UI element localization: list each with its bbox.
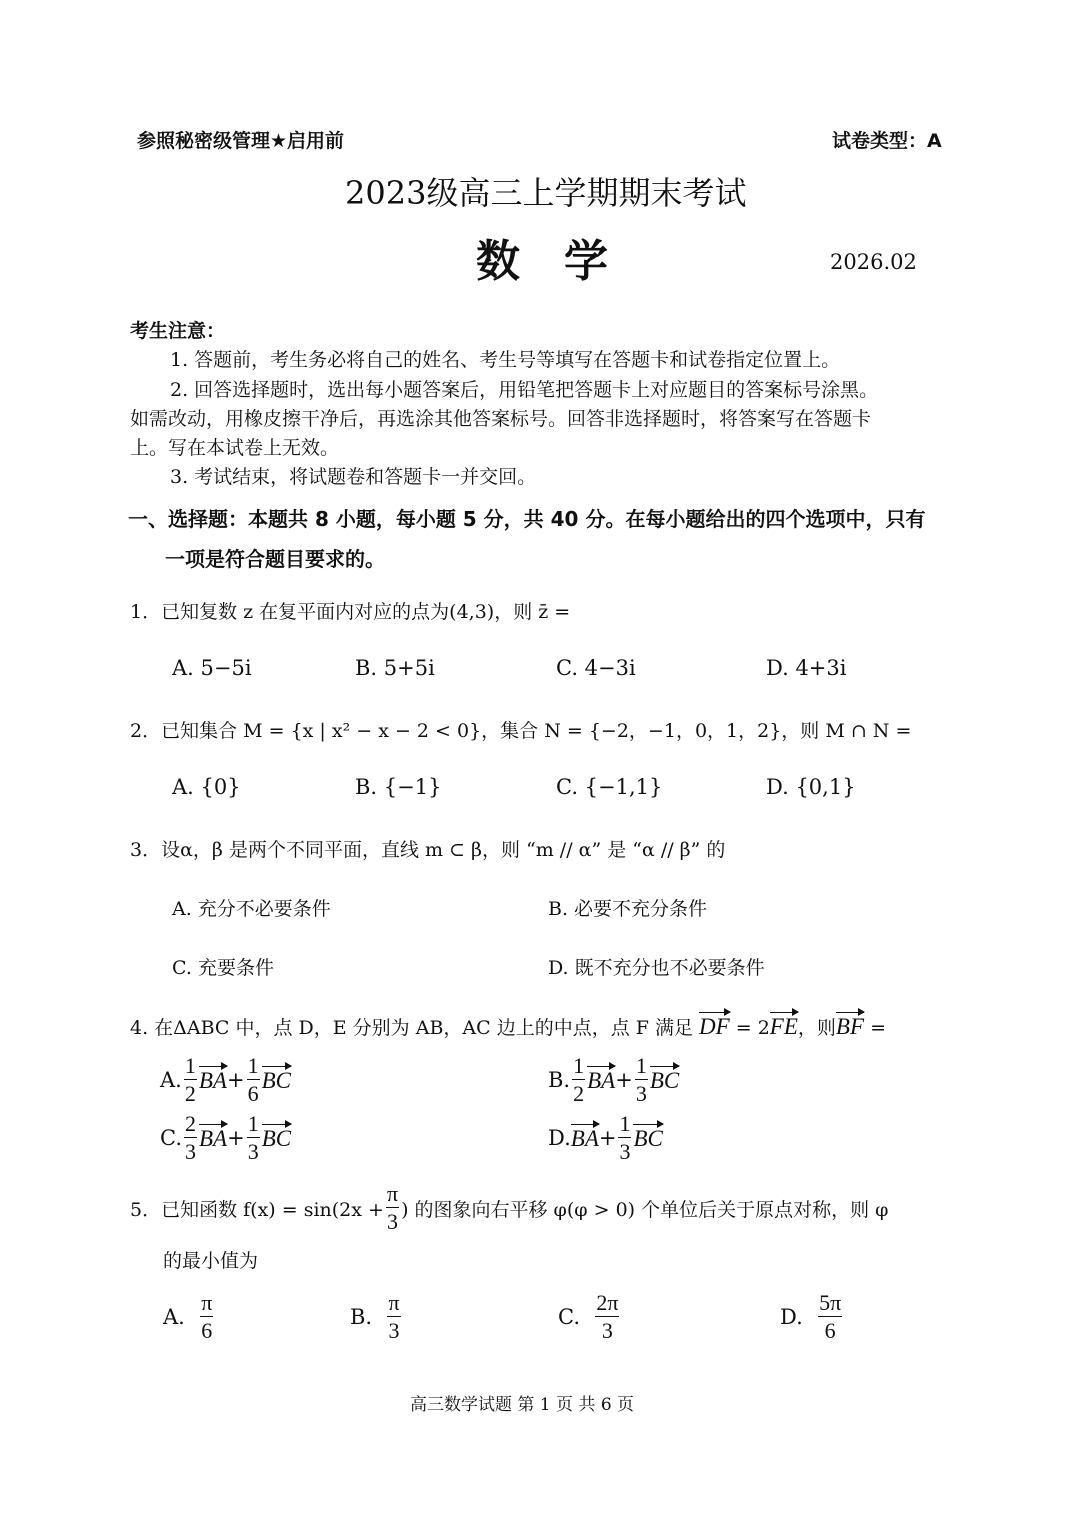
- q2-option-d: D. {0,1}: [766, 775, 856, 799]
- vector-ba: BA: [570, 1126, 599, 1151]
- question-3: 3．设α，β 是两个不同平面，直线 m ⊂ β，则 “m // α” 是 “α // β” 的: [130, 839, 726, 861]
- q4-option-a: [160, 1055, 291, 1105]
- confidentiality-label: 参照秘密级管理★启用前: [137, 130, 345, 152]
- q5-option-a: [163, 1292, 215, 1342]
- fraction-denominator: 6: [247, 1081, 259, 1106]
- fraction-numerator: 1: [247, 1053, 259, 1078]
- fraction-numerator: 2π: [596, 1290, 619, 1315]
- fraction-numerator: π: [201, 1290, 213, 1315]
- subject-title: 数 学: [476, 236, 608, 287]
- question-1: 1．已知复数 z 在复平面内对应的点为(4,3)，则 z̄ =: [130, 601, 571, 623]
- notice-item: 1. 答题前，考生务必将自己的姓名、考生号等填写在答题卡和试卷指定位置上。: [170, 349, 841, 371]
- exam-date: 2026.02: [830, 250, 917, 274]
- fraction-numerator: 5π: [819, 1290, 842, 1315]
- q5-option-b: [350, 1292, 403, 1342]
- notice-item: 3. 考试结束，将试题卷和答题卡一并交回。: [170, 466, 537, 488]
- q5-stem: 5．已知函数 f(x) = sin(2x +: [130, 1198, 384, 1221]
- fraction-numerator: 1: [619, 1111, 631, 1136]
- q4-stem: 4. 在ΔABC 中，点 D，E 分别为 AB，AC 边上的中点，点 F 满足: [130, 1017, 693, 1039]
- q4-option-b: [548, 1055, 679, 1105]
- option-label: A.: [160, 1068, 182, 1092]
- section-heading-cont: 一项是符合题目要求的。: [165, 547, 385, 571]
- option-label: B.: [350, 1305, 373, 1329]
- fraction-numerator: 2: [185, 1111, 196, 1136]
- fraction-denominator: 3: [185, 1139, 196, 1164]
- q4-eq: =: [864, 1017, 886, 1039]
- option-label: A.: [163, 1305, 185, 1329]
- notice-item: 2. 回答选择题时，选出每小题答案后，用铅笔把答题卡上对应题目的答案标号涂黑。: [170, 379, 879, 401]
- vector-bc: BC: [261, 1068, 291, 1093]
- plus-sign: +: [598, 1126, 617, 1150]
- q2-option-b: B. {−1}: [355, 775, 442, 799]
- vector-fe: FE: [769, 1014, 798, 1039]
- q3-option-c: C. 充要条件: [172, 957, 274, 979]
- vector-bf: BF: [835, 1014, 865, 1039]
- fraction-numerator: 1: [184, 1053, 196, 1078]
- option-label: B.: [548, 1068, 571, 1092]
- q4-option-c: [160, 1113, 291, 1163]
- q2-option-a: A. {0}: [172, 775, 241, 799]
- vector-bc: BC: [649, 1068, 680, 1093]
- q3-option-a: A. 充分不必要条件: [172, 898, 331, 920]
- fraction-denominator: 6: [201, 1318, 213, 1343]
- notice-item: 如需改动，用橡皮擦干净后，再选涂其他答案标号。回答非选择题时，将答案写在答题卡: [130, 408, 872, 430]
- fraction-denominator: 2: [184, 1081, 196, 1106]
- question-5: [130, 1183, 888, 1233]
- question-4: [130, 1013, 886, 1040]
- vector-bc: BC: [633, 1126, 663, 1151]
- q5-option-c: [558, 1292, 621, 1342]
- page-footer: 高三数学试题 第 1 页 共 6 页: [410, 1395, 635, 1415]
- fraction-numerator: 1: [573, 1053, 585, 1078]
- option-label: C.: [558, 1305, 580, 1329]
- q1-option-b: B. 5+5i: [355, 656, 435, 680]
- plus-sign: +: [615, 1068, 633, 1092]
- q5-stem-tail: 的最小值为: [163, 1250, 259, 1272]
- plus-sign: +: [227, 1126, 245, 1150]
- q5-stem-cont: ) 的图象向右平移 φ(φ > 0) 个单位后关于原点对称，则 φ: [401, 1198, 889, 1221]
- q2-option-c: C. {−1,1}: [556, 775, 663, 799]
- fraction-numerator: π: [388, 1290, 400, 1315]
- fraction-denominator: 3: [635, 1081, 647, 1106]
- fraction-denominator: 3: [387, 1209, 398, 1234]
- fraction-numerator: π: [386, 1181, 399, 1206]
- vector-ba: BA: [199, 1126, 228, 1151]
- q5-option-d: [780, 1292, 844, 1342]
- q4-equals: = 2: [729, 1017, 770, 1039]
- q1-option-d: D. 4+3i: [766, 656, 847, 680]
- fraction-denominator: 3: [601, 1318, 613, 1343]
- fraction-numerator: 1: [635, 1053, 647, 1078]
- notice-heading: 考生注意：: [130, 320, 226, 342]
- fraction-denominator: 3: [388, 1318, 400, 1343]
- q1-option-a: A. 5−5i: [172, 656, 252, 680]
- vector-df: DF: [699, 1014, 730, 1039]
- q4-stem-tail: ，则: [797, 1017, 836, 1039]
- fraction-numerator: 1: [247, 1111, 259, 1136]
- exam-title: 2023级高三上学期期末考试: [345, 174, 747, 212]
- option-label: D.: [780, 1305, 803, 1329]
- vector-ba: BA: [587, 1068, 616, 1093]
- section-heading: 一、选择题：本题共 8 小题，每小题 5 分，共 40 分。在每小题给出的四个选项中，只有: [128, 507, 926, 531]
- fraction-denominator: 2: [573, 1081, 585, 1106]
- vector-bc: BC: [261, 1126, 292, 1151]
- plus-sign: +: [226, 1068, 245, 1092]
- notice-item: 上。写在本试卷上无效。: [130, 437, 340, 459]
- option-label: C.: [160, 1126, 182, 1150]
- q4-option-d: [548, 1113, 663, 1163]
- question-2: 2．已知集合 M = {x | x² − x − 2 < 0}，集合 N = {−2，−1，0，1，2}，则 M ∩ N =: [130, 720, 912, 742]
- q1-option-c: C. 4−3i: [556, 656, 636, 680]
- vector-ba: BA: [198, 1068, 227, 1093]
- fraction-denominator: 3: [247, 1139, 259, 1164]
- q3-option-d: D. 既不充分也不必要条件: [548, 957, 765, 979]
- option-label: D.: [548, 1126, 571, 1150]
- fraction-denominator: 6: [824, 1318, 836, 1343]
- fraction-denominator: 3: [619, 1139, 631, 1164]
- q3-option-b: B. 必要不充分条件: [548, 898, 708, 920]
- paper-type: 试卷类型：A: [832, 130, 942, 152]
